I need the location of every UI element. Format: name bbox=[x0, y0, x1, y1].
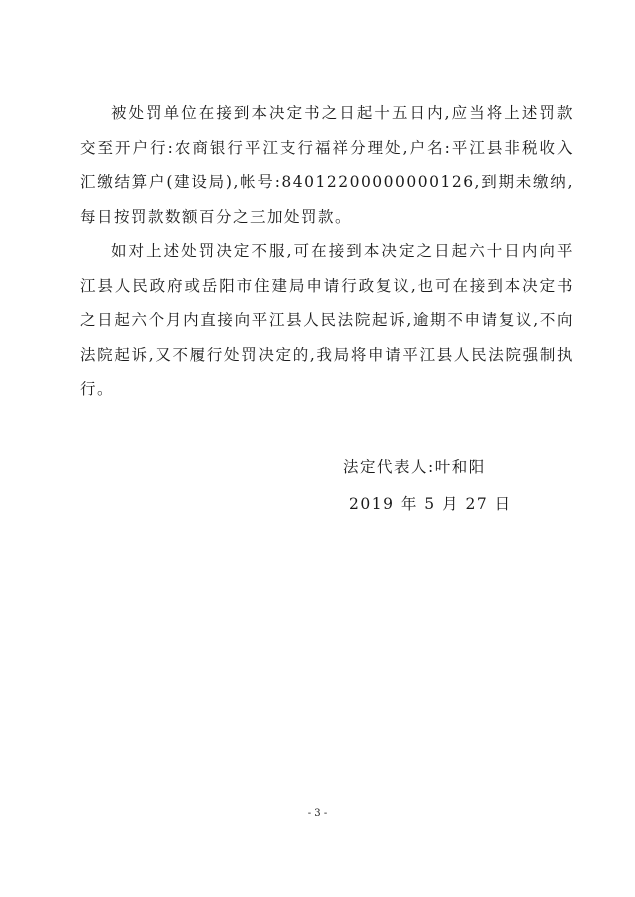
document-body bbox=[80, 96, 574, 407]
signature-date: 2019 年 5 月 27 日 bbox=[349, 495, 512, 513]
legal-representative-signature: 法定代表人:叶和阳 bbox=[343, 458, 486, 476]
payment-paragraph: 被处罚单位在接到本决定书之日起十五日内,应当将上述罚款交至开户行:农商银行平江支行福祥分理处,户名:平江县非税收入汇缴结算户(建设局),帐号:84012200000000126,到期未缴纳,每日按罚款数额百分之三加处罚款。 bbox=[80, 104, 574, 226]
appeal-paragraph: 如对上述处罚决定不服,可在接到本决定之日起六十日内向平江县人民政府或岳阳市住建局申请行政复议,也可在接到本决定书之日起六个月内直接向平江县人民法院起诉,逾期不申请复议,不向法院起诉,又不履行处罚决定的,我局将申请平江县人民法院强制执行。 bbox=[80, 242, 574, 398]
page-number: - 3 - bbox=[307, 808, 328, 819]
